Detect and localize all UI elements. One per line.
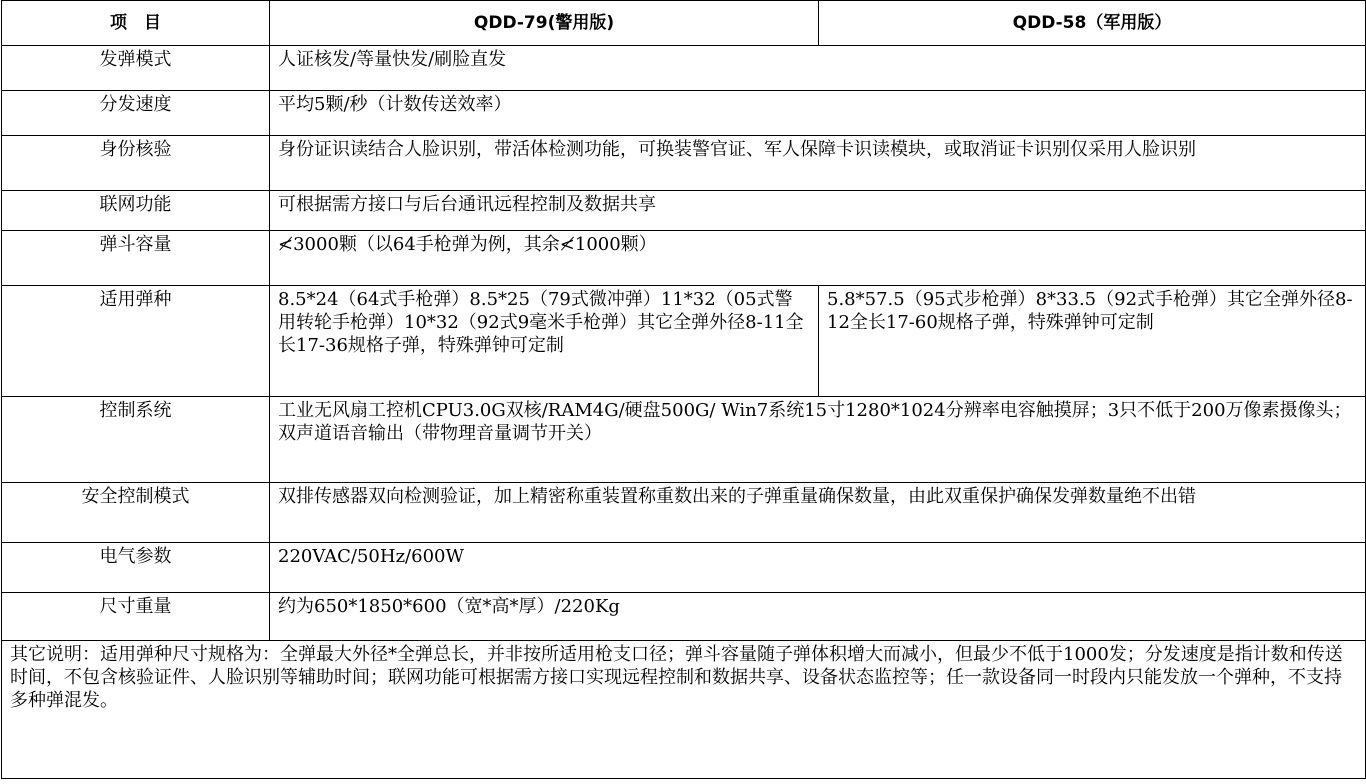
row-ammo-types	[2, 286, 1366, 397]
notes-text: 其它说明：适用弹种尺寸规格为：全弹最大外径*全弹总长，并非按所适用枪支口径；弹斗容量随子弹体积增大而减小，但最少不低于1000发；分发速度是指计数和传送时间，不包含核验证件、人脸识别等辅助时间；联网功能可根据需方接口实现远程控制和数据共享、设备状态监控等；任一款设备同一时段内只能发放一个弹种，不支持多种弹混发。	[2, 641, 1366, 779]
row-label: 安全控制模式	[2, 483, 270, 543]
header-model-qdd58: QDD-58（军用版）	[819, 1, 1366, 46]
row-value: 约为650*1850*600（宽*高*厚）/220Kg	[270, 593, 1366, 641]
row-fire-mode	[2, 46, 1366, 91]
row-hopper-capacity	[2, 231, 1366, 286]
row-label: 弹斗容量	[2, 231, 270, 286]
header-model-qdd79: QDD-79(警用版)	[270, 1, 819, 46]
row-value: ≮3000颗（以64手枪弹为例，其余≮1000颗）	[270, 231, 1366, 286]
row-label: 分发速度	[2, 91, 270, 136]
row-value: 可根据需方接口与后台通讯远程控制及数据共享	[270, 191, 1366, 231]
row-safety-mode	[2, 483, 1366, 543]
row-value-qdd79: 8.5*24（64式手枪弹）8.5*25（79式微冲弹）11*32（05式警用转轮手枪弹）10*32（92式9毫米手枪弹）其它全弹外径8-11全长17-36规格子弹，特殊弹钟可定制	[270, 286, 819, 397]
row-value: 平均5颗/秒（计数传送效率）	[270, 91, 1366, 136]
row-value-qdd58: 5.8*57.5（95式步枪弹）8*33.5（92式手枪弹）其它全弹外径8-12全长17-60规格子弹，特殊弹钟可定制	[819, 286, 1366, 397]
row-dispense-speed	[2, 91, 1366, 136]
row-label: 适用弹种	[2, 286, 270, 397]
row-value: 220VAC/50Hz/600W	[270, 543, 1366, 593]
header-item: 项 目	[2, 1, 270, 46]
header-row	[2, 1, 1366, 46]
row-label: 尺寸重量	[2, 593, 270, 641]
row-value: 身份证识读结合人脸识别，带活体检测功能，可换装警官证、军人保障卡识读模块，或取消证卡识别仅采用人脸识别	[270, 136, 1366, 191]
row-label: 电气参数	[2, 543, 270, 593]
notes-row	[2, 641, 1366, 779]
row-value: 工业无风扇工控机CPU3.0G双核/RAM4G/硬盘500G/ Win7系统15寸1280*1024分辨率电容触摸屏；3只不低于200万像素摄像头；双声道语音输出（带物理音量调节开关）	[270, 397, 1366, 483]
row-value: 双排传感器双向检测验证，加上精密称重装置称重数出来的子弹重量确保数量，由此双重保护确保发弹数量绝不出错	[270, 483, 1366, 543]
row-label: 控制系统	[2, 397, 270, 483]
row-electrical	[2, 543, 1366, 593]
row-network	[2, 191, 1366, 231]
row-label: 发弹模式	[2, 46, 270, 91]
row-size-weight	[2, 593, 1366, 641]
row-value: 人证核发/等量快发/刷脸直发	[270, 46, 1366, 91]
row-label: 联网功能	[2, 191, 270, 231]
row-control-system	[2, 397, 1366, 483]
row-label: 身份核验	[2, 136, 270, 191]
spec-table	[1, 0, 1366, 779]
row-identity-check	[2, 136, 1366, 191]
